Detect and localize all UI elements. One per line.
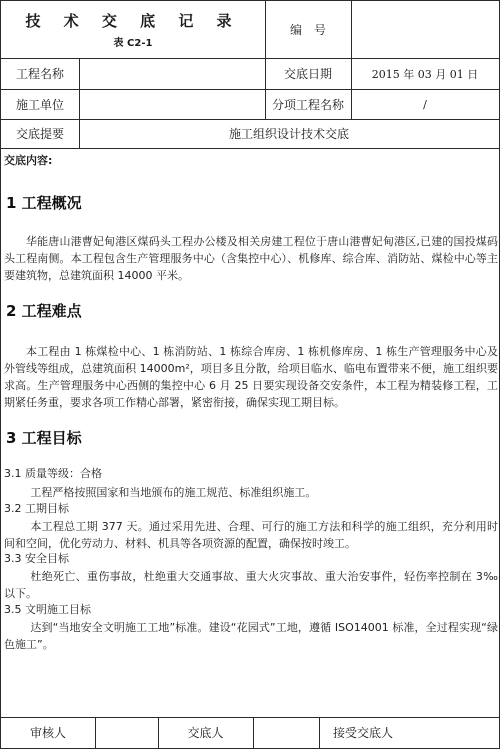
summary-field[interactable]: 施工组织设计技术交底: [228, 127, 349, 141]
goal-title: 3.1 质量等级：合格: [4, 467, 102, 480]
goal-text: 工程严格按照国家和当地颁布的施工规范、标准组织施工。: [30, 486, 317, 499]
form-number: 表 C2-1: [113, 37, 153, 49]
date-label: 交底日期: [283, 67, 332, 81]
reviewer-label: 审核人: [29, 726, 66, 740]
goal-title: 3.2 工期目标: [4, 502, 69, 515]
reviewer-field[interactable]: [95, 717, 158, 748]
section-heading: 2 工程难点: [6, 302, 82, 320]
builder-label: 施工单位: [15, 97, 64, 112]
receiver-field[interactable]: [407, 717, 499, 748]
sub-project-label: 分项工程名称: [271, 97, 344, 112]
number-label: 编 号: [289, 23, 326, 37]
goal-title: 3.5 文明施工目标: [4, 603, 91, 616]
section-text: 华能唐山港曹妃甸港区煤码头工程办公楼及相关房建工程位于唐山港曹妃甸港区,已建的国投煤码头工程南侧。本工程包含生产管理服务中心（含集控中心）、机修库、综合库、消防站、煤检中心等主要建筑物，总建筑面积 14000 平米。: [4, 235, 498, 282]
summary-label: 交底提要: [15, 127, 64, 141]
project-name-label: 工程名称: [15, 67, 64, 81]
goal-text: 本工程总工期 377 天。通过采用先进、合理、可行的施工方法和科学的施工组织，充分利用时间和空间，优化劳动力、材料、机具等各项资源的配置，确保按时竣工。: [4, 520, 498, 550]
project-name-field[interactable]: [79, 58, 265, 89]
goal-title: 3.3 安全目标: [4, 552, 69, 565]
section-heading: 1 工程概况: [6, 194, 82, 212]
grid-line: [1, 148, 499, 149]
receiver-label: 接受交底人: [332, 726, 393, 740]
date-field[interactable]: 2015 年 03 月 01 日: [371, 67, 479, 81]
presenter-label: 交底人: [187, 726, 224, 740]
section-heading: 3 工程目标: [6, 429, 82, 447]
section-text: 本工程由 1 栋煤检中心、1 栋消防站、1 栋综合库房、1 栋机修库房、1 栋生产管理服务中心及外管线等组成，总建筑面积 14000m²，项目多且分散，给项目临水、临电布置带来不便，施工组织要求高。生产管理服务中心西侧的集控中心 6 月 25 日要实现设备交安条件，本工程为精装修工程，工期紧任务重，要求各项工作精心部署，紧密衔接，确保实现工期目标。: [4, 345, 498, 409]
goal-text: 达到“当地安全文明施工工地”标准。建设“花园式”工地，遵循 ISO14001 标准，全过程实现“绿色施工”。: [4, 621, 498, 651]
content-label: 交底内容:: [4, 154, 53, 167]
number-field[interactable]: [351, 1, 499, 58]
presenter-field[interactable]: [253, 717, 319, 748]
sub-project-field[interactable]: /: [423, 97, 427, 111]
goal-text: 杜绝死亡、重伤事故，杜绝重大交通事故、重大火灾事故、重大治安事件，轻伤率控制在 3‰ 以下。: [4, 570, 498, 600]
page-title: 技 术 交 底 记 录: [25, 11, 241, 30]
builder-field[interactable]: [79, 89, 265, 119]
